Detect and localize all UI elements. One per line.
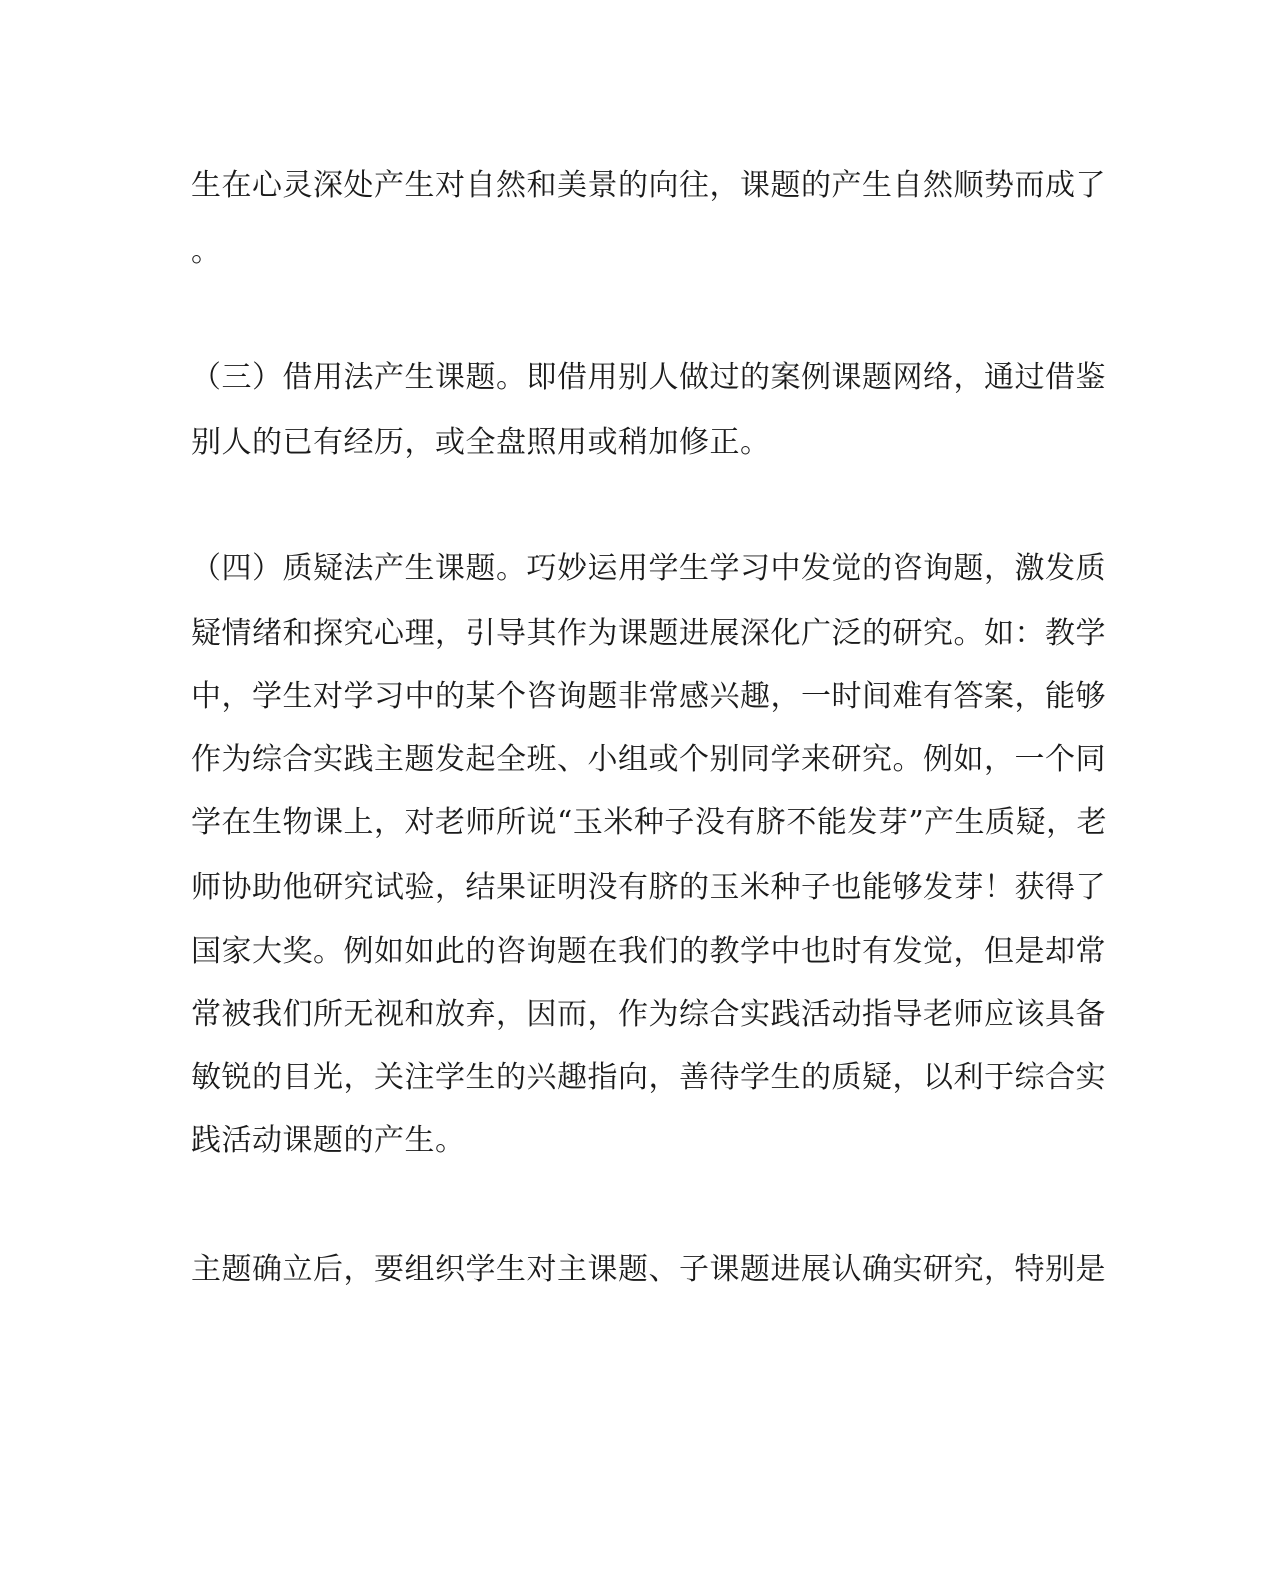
text-line: 。 xyxy=(191,234,222,269)
text-line: （四）质疑法产生课题。巧妙运用学生学习中发觉的咨询题，激发质 xyxy=(191,551,1106,586)
text-line: 主题确立后，要组织学生对主课题、子课题进展认确实研究，特别是 xyxy=(191,1252,1106,1287)
text-line: 师协助他研究试验，结果证明没有脐的玉米种子也能够发芽！获得了 xyxy=(191,870,1106,905)
text-line: 别人的已有经历，或全盘照用或稍加修正。 xyxy=(191,425,771,460)
text-line: 生在心灵深处产生对自然和美景的向往，课题的产生自然顺势而成了 xyxy=(191,168,1106,203)
text-line: （三）借用法产生课题。即借用别人做过的案例课题网络，通过借鉴 xyxy=(191,360,1106,395)
text-line: 疑情绪和探究心理，引导其作为课题进展深化广泛的研究。如：教学 xyxy=(191,616,1106,651)
text-line: 常被我们所无视和放弃，因而，作为综合实践活动指导老师应该具备 xyxy=(191,997,1106,1032)
text-line: 敏锐的目光，关注学生的兴趣指向，善待学生的质疑，以利于综合实 xyxy=(191,1060,1106,1095)
text-line: 践活动课题的产生。 xyxy=(191,1123,466,1158)
text-line: 作为综合实践主题发起全班、小组或个别同学来研究。例如，一个同 xyxy=(191,742,1106,777)
text-line: 中，学生对学习中的某个咨询题非常感兴趣，一时间难有答案，能够 xyxy=(191,679,1106,714)
text-line: 学在生物课上，对老师所说“玉米种子没有脐不能发芽”产生质疑，老 xyxy=(191,805,1108,840)
text-line: 国家大奖。例如如此的咨询题在我们的教学中也时有发觉，但是却常 xyxy=(191,934,1106,969)
